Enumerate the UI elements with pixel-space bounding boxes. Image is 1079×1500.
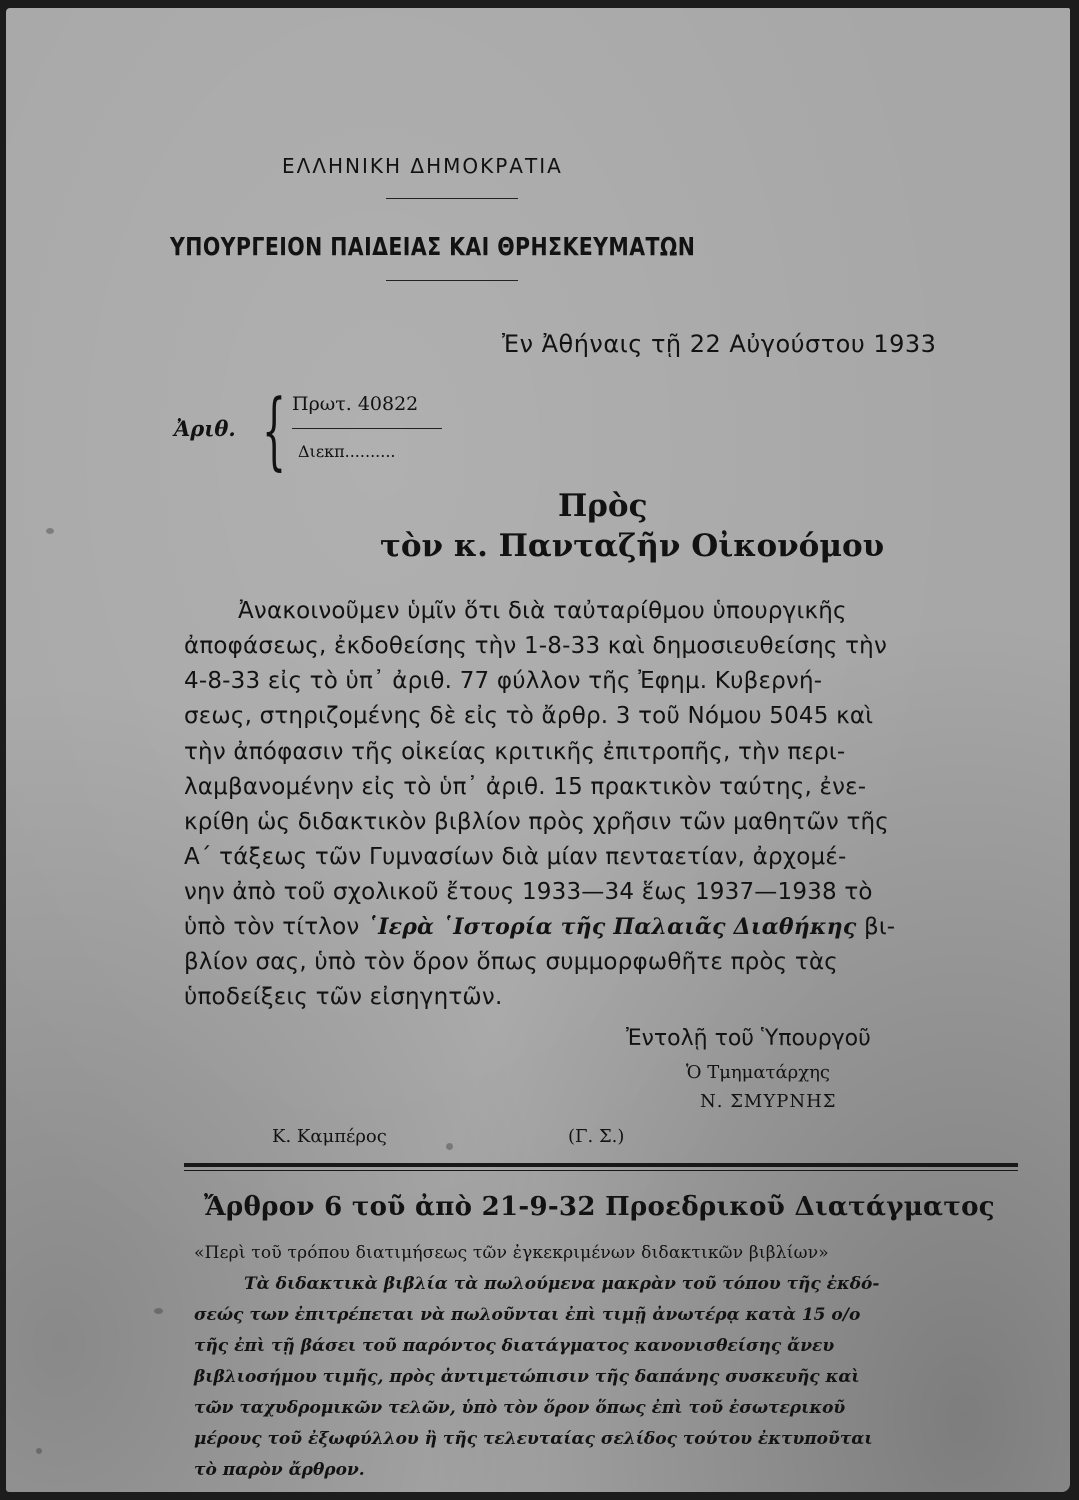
article-line: τῆς ἐπὶ τῇ βάσει τοῦ παρόντος διατάγματος κανονισθείσης ἄνευ — [194, 1336, 835, 1356]
body-line: βλίον σας, ὑπὸ τὸν ὅρον ὅπως συμμορφωθῆτε πρὸς τὰς — [184, 949, 838, 975]
reference-brace: { — [262, 381, 287, 479]
addressee-name: τὸν κ. Πανταζῆν Οἰκονόμου — [380, 528, 885, 564]
clerk-name: Κ. Καμπέρος — [272, 1126, 387, 1147]
clerk-initials: (Γ. Σ.) — [568, 1126, 625, 1147]
title-suffix: βι- — [856, 914, 896, 940]
ministry-heading: ΥΠΟΥΡΓΕΙΟΝ ΠΑΙΔΕΙΑΣ ΚΑΙ ΘΡΗΣΚΕΥΜΑΤΩΝ — [170, 232, 696, 261]
paper-speck — [46, 528, 54, 534]
article-divider-thin — [184, 1170, 1018, 1171]
body-line: κρίθη ὡς διδακτικὸν βιβλίον πρὸς χρῆσιν τῶν μαθητῶν τῆς — [184, 809, 889, 835]
article-line: βιβλιοσήμου τιμῆς, πρὸς ἀντιμετώπισιν τῆς δαπάνης συσκευῆς καὶ — [194, 1367, 860, 1387]
body-line: νην ἀπὸ τοῦ σχολικοῦ ἔτους 1933—34 ἕως 1937—1938 τὸ — [184, 879, 873, 905]
article-line: σεώς των ἐπιτρέπεται νὰ πωλοῦνται ἐπὶ τιμῇ ἀνωτέρᾳ κατὰ 15 ο/ο — [194, 1305, 861, 1325]
addressee-to: Πρὸς — [558, 488, 648, 524]
dispatch-number: Διεκπ.......... — [298, 442, 396, 461]
dateline: Ἐν Ἀθήναις τῇ 22 Αὐγούστου 1933 — [502, 330, 937, 358]
reference-label: Ἀριθ. — [174, 416, 236, 441]
article-line: τὸ παρὸν ἄρθρον. — [194, 1460, 365, 1480]
republic-heading: ΕΛΛΗΝΙΚΗ ΔΗΜΟΚΡΑΤΙΑ — [282, 154, 563, 178]
body-line: Α΄ τάξεως τῶν Γυμνασίων διὰ μίαν πενταετίαν, ἀρχομέ- — [184, 844, 847, 870]
document-page — [6, 8, 1070, 1492]
body-line: ἀποφάσεως, ἐκδοθείσης τὴν 1-8-33 καὶ δημοσιευθείσης τὴν — [184, 633, 887, 659]
paper-speck — [154, 1308, 163, 1314]
book-title: ῾Ιερὰ ῾Ιστορία τῆς Παλαιᾶς Διαθήκης — [366, 914, 857, 940]
body-line: τὴν ἀπόφασιν τῆς οἰκείας κριτικῆς ἐπιτροπῆς, τὴν περι- — [184, 739, 846, 765]
paper-speck — [446, 1143, 453, 1150]
signature-chief: Ὁ Τμηματάρχης — [686, 1062, 830, 1083]
article-title: Ἄρθρον 6 τοῦ ἀπὸ 21-9-32 Προεδρικοῦ Διατάγματος — [204, 1192, 995, 1222]
article-line: τῶν ταχυδρομικῶν τελῶν, ὑπὸ τὸν ὅρον ὅπως ἐπὶ τοῦ ἐσωτερικοῦ — [194, 1398, 846, 1418]
body-line: Ἀνακοινοῦμεν ὑμῖν ὅτι διὰ ταὐταρίθμου ὑπουργικῆς — [238, 598, 847, 624]
divider — [386, 280, 518, 281]
divider — [386, 198, 518, 199]
body-line-title — [184, 914, 895, 940]
article-subtitle: «Περὶ τοῦ τρόπου διατιμήσεως τῶν ἐγκεκριμένων διδακτικῶν βιβλίων» — [194, 1243, 829, 1263]
article-line: μέρους τοῦ ἐξωφύλλου ἢ τῆς τελευταίας σελίδος τούτου ἐκτυποῦται — [194, 1429, 873, 1449]
body-line: 4-8-33 εἰς τὸ ὑπ᾽ ἀριθ. 77 φύλλον τῆς Ἐφημ. Κυβερνή- — [184, 668, 823, 694]
body-line: σεως, στηριζομένης δὲ εἰς τὸ ἄρθρ. 3 τοῦ Νόμου 5045 καὶ — [184, 703, 874, 729]
body-line: λαμβανομένην εἰς τὸ ὑπ᾽ ἀριθ. 15 πρακτικὸν ταύτης, ἐνε- — [184, 774, 867, 800]
reference-divider — [292, 428, 442, 429]
body-line: ὑποδείξεις τῶν εἰσηγητῶν. — [184, 984, 503, 1010]
title-prefix: ὑπὸ τὸν τίτλον — [184, 914, 367, 940]
paper-speck — [36, 1448, 42, 1454]
signature-name: Ν. ΣΜΥΡΝΗΣ — [700, 1091, 837, 1112]
protocol-number: Πρωτ. 40822 — [292, 393, 419, 415]
signature-order: Ἐντολῇ τοῦ Ὑπουργοῦ — [626, 1026, 871, 1051]
article-line: Τὰ διδακτικὰ βιβλία τὰ πωλούμενα μακρὰν τοῦ τόπου τῆς ἐκδό- — [244, 1274, 880, 1294]
article-divider-thick — [184, 1163, 1018, 1167]
